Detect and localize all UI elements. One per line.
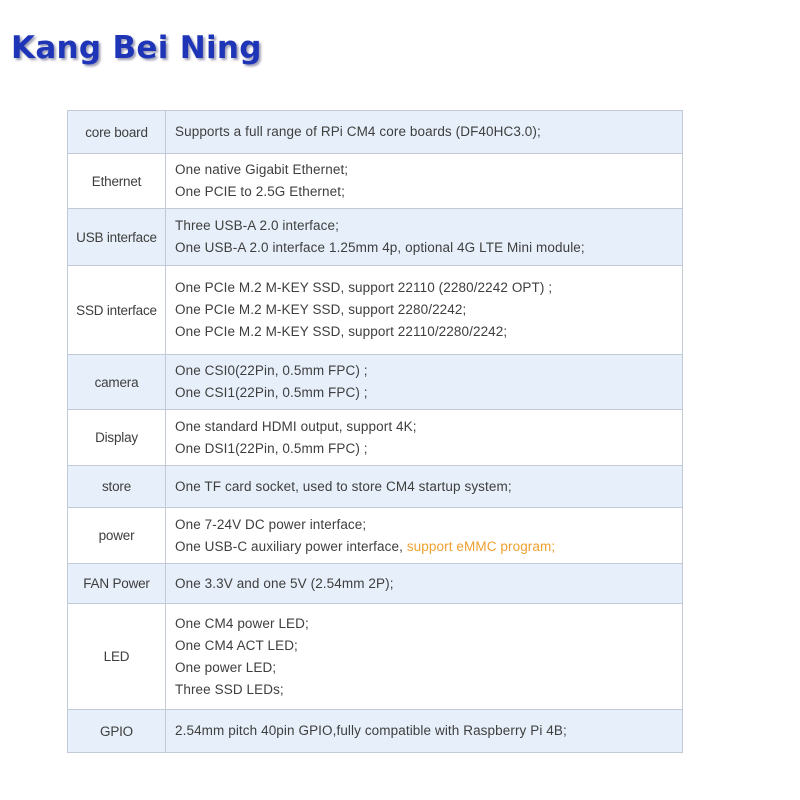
row-label: power	[68, 508, 166, 564]
value-line: One standard HDMI output, support 4K;	[175, 418, 417, 434]
value-line: One PCIe M.2 M-KEY SSD, support 22110/2280/2242;	[175, 324, 508, 339]
row-label: GPIO	[68, 710, 166, 753]
row-value	[166, 508, 683, 564]
spec-table	[67, 110, 683, 753]
highlight-note: support eMMC program;	[406, 538, 556, 554]
row-value	[166, 266, 683, 355]
spec-row-power	[68, 508, 683, 564]
row-label: LED	[68, 604, 166, 710]
row-value	[166, 466, 683, 508]
value-line: One CSI0(22Pin, 0.5mm FPC) ;	[175, 363, 368, 378]
spec-row-ethernet	[68, 154, 683, 209]
value-line: One CM4 ACT LED;	[175, 637, 298, 653]
value-line: 2.54mm pitch 40pin GPIO,fully compatible with Raspberry Pi 4B;	[175, 723, 567, 738]
value-line: One PCIE to 2.5G Ethernet;	[175, 184, 345, 199]
row-label: camera	[68, 355, 166, 410]
row-label: FAN Power	[68, 564, 166, 604]
row-value	[166, 604, 683, 710]
value-line-text: One USB-C auxiliary power interface,	[175, 538, 403, 554]
value-line: One USB-A 2.0 interface 1.25mm 4p, optional 4G LTE Mini module;	[175, 240, 585, 255]
spec-row-store	[68, 466, 683, 508]
row-value	[166, 410, 683, 466]
value-line: One native Gigabit Ethernet;	[175, 162, 349, 177]
row-label: SSD interface	[68, 266, 166, 355]
value-line: One CSI1(22Pin, 0.5mm FPC) ;	[175, 385, 368, 400]
value-line: One PCIe M.2 M-KEY SSD, support 22110 (2280/2242 OPT) ;	[175, 280, 553, 295]
row-label: Display	[68, 410, 166, 466]
value-line	[175, 536, 682, 558]
row-value	[166, 111, 683, 154]
spec-row-usb-interface	[68, 209, 683, 266]
value-line: Three SSD LEDs;	[175, 681, 284, 697]
value-line: Supports a full range of RPi CM4 core boards (DF40HC3.0);	[175, 124, 541, 139]
row-label: Ethernet	[68, 154, 166, 209]
value-line: One TF card socket, used to store CM4 startup system;	[175, 478, 512, 494]
spec-row-gpio	[68, 710, 683, 753]
spec-row-ssd-interface	[68, 266, 683, 355]
row-label: USB interface	[68, 209, 166, 266]
spec-row-camera	[68, 355, 683, 410]
value-line: One CM4 power LED;	[175, 615, 309, 631]
value-line: Three USB-A 2.0 interface;	[175, 218, 339, 233]
row-label: store	[68, 466, 166, 508]
brand-title: Kang Bei Ning	[11, 30, 262, 66]
spec-row-fan-power	[68, 564, 683, 604]
row-value	[166, 564, 683, 604]
value-line: One power LED;	[175, 659, 277, 675]
spec-row-led	[68, 604, 683, 710]
value-line: One PCIe M.2 M-KEY SSD, support 2280/2242;	[175, 302, 467, 317]
row-value	[166, 154, 683, 209]
value-line: One DSI1(22Pin, 0.5mm FPC) ;	[175, 440, 368, 456]
value-line: One 3.3V and one 5V (2.54mm 2P);	[175, 575, 394, 591]
row-value	[166, 710, 683, 753]
value-line: One 7-24V DC power interface;	[175, 516, 367, 532]
row-label: core board	[68, 111, 166, 154]
row-value	[166, 355, 683, 410]
row-value	[166, 209, 683, 266]
spec-row-display	[68, 410, 683, 466]
spec-row-core-board	[68, 111, 683, 154]
